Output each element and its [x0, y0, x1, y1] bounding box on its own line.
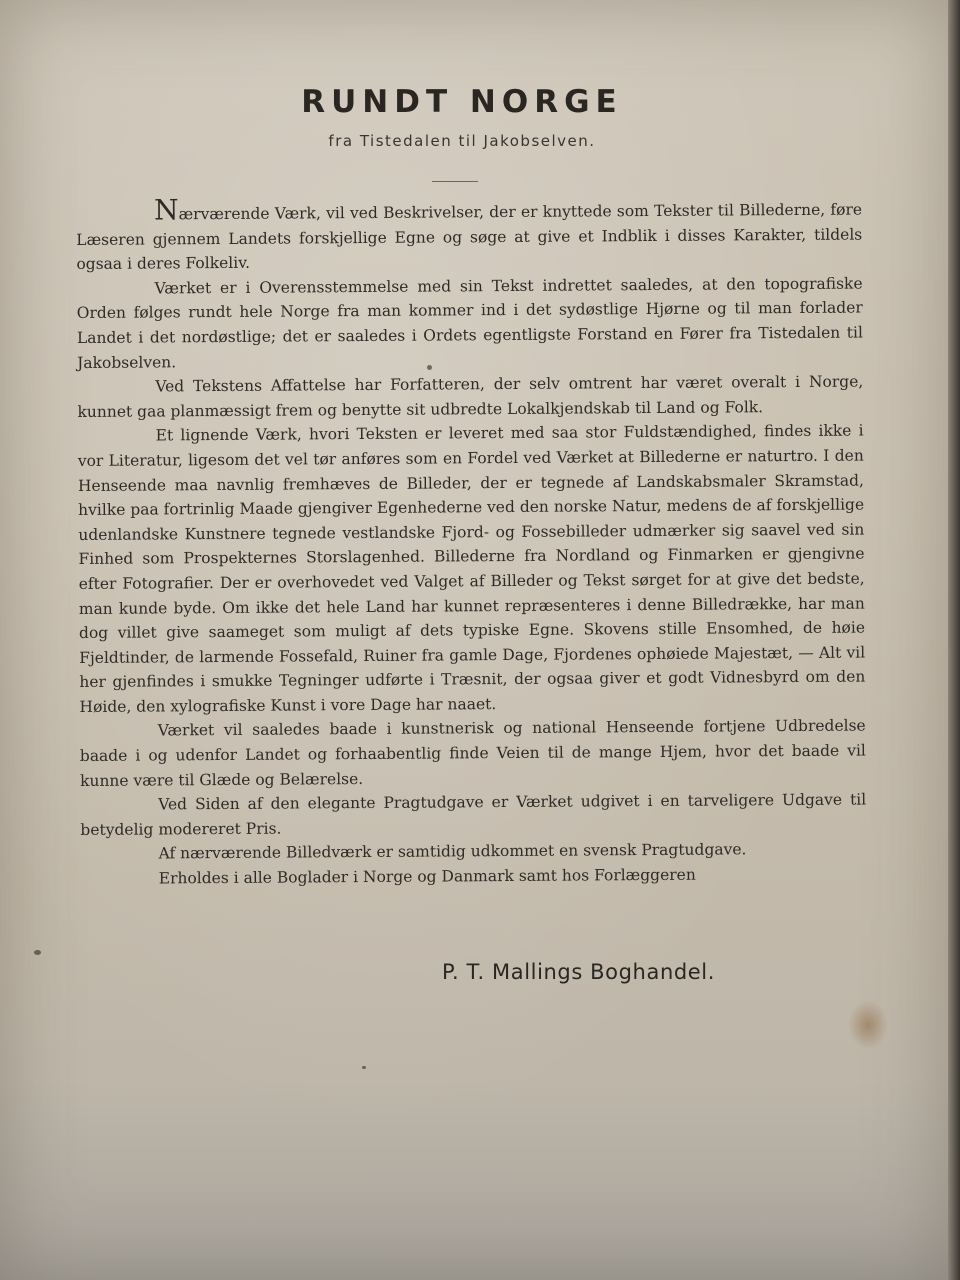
paragraph-2: Værket er i Overensstemmelse med sin Tekst indrettet saaledes, at den topografiske Orden følges rundt hele Norge fra man kommer ind i det sydøstlige Hjørne og til man forlader Landet i det nordøstlige; det er saaledes i Ordets egentligste Forstand en Fører fra Tistedalen til Jakobselven.	[76, 274, 863, 372]
page-edge	[948, 0, 960, 1280]
photo-shadow	[0, 1080, 948, 1280]
paragraph-5: Værket vil saaledes baade i kunstnerisk og national Henseende fortjene Udbredelse baade i og udenfor Landet og forhaabentlig finde Veien til de mange Hjem, hvor det baade vil kunne være til Glæde og Belærelse.	[79, 716, 866, 790]
paragraph-3: Ved Tekstens Affattelse har Forfatteren, der selv omtrent har været overalt i Norge, kunnet gaa planmæssigt frem og benytte sit udbredte Lokalkjendskab til Land og Folk.	[77, 372, 864, 421]
body-text	[76, 193, 867, 892]
ink-spot	[34, 950, 41, 955]
paragraph-6: Ved Siden af den elegante Pragtudgave er Værket udgivet i en tarveligere Udgave til betydelig modereret Pris.	[80, 790, 867, 839]
paragraph-8: Erholdes i alle Boglader i Norge og Danmark samt hos Forlæggeren	[158, 865, 696, 888]
publisher-signature: P. T. Mallings Boghandel.	[442, 960, 716, 984]
ink-spot	[362, 1066, 366, 1069]
paper-stain	[848, 1000, 888, 1050]
paragraph-4: Et lignende Værk, hvori Teksten er leveret med saa stor Fuldstændighed, findes ikke i vor Literatur, ligesom det vel tør anføres som en Fordel ved Værket at Billederne er naturtro. I den Henseende maa navnlig fremhæves de Billeder, der er tegnede af Landskabsmaler Skramstad, hvilke paa fortrinlig Maade gjengiver Egenhederne ved den norske Natur, medens de af forskjellige udenlandske Kunstnere tegnede vestlandske Fjord- og Fossebilleder udmærker sig saavel ved sin Finhed som Prospekternes Storslagenhed. Billederne fra Nordland og Finmarken er gjengivne efter Fotografier. Der er overhovedet ved Valget af Billeder og Tekst sørget for at give det bedste, man kunde byde. Om ikke det hele Land har kunnet repræsenteres i denne Billedrække, har man dog villet give saameget som muligt af dets typiske Egne. Skovens stille Ensomhed, de høie Fjeldtinder, de larmende Fossefald, Ruiner fra gamle Dage, Fjordenes ophøiede Majestæt, — Alt vil her gjenfindes i smukke Tegninger udførte i Træsnit, der ogsaa giver et godt Vidnesbyrd om den Høide, den xylografiske Kunst i vore Dage har naaet.	[77, 421, 866, 716]
drop-cap: N	[153, 193, 179, 227]
page-title: RUNDT NORGE	[301, 84, 623, 120]
paragraph-1	[76, 193, 863, 277]
paragraph-1-text: ærværende Værk, vil ved Beskrivelser, der er knyttede som Tekster til Billederne, føre Læseren gjennem Landets forskjellige Egne og søge at give et Indblik i disses Karakter, tildels ogsaa i deres Folkeliv.	[76, 200, 863, 274]
page-subtitle: fra Tistedalen til Jakobselven.	[328, 132, 596, 150]
title-divider	[432, 181, 478, 182]
ink-spot	[427, 365, 432, 370]
paragraph-7: Af nærværende Billedværk er samtidig udkommet en svensk Pragtudgave.	[158, 840, 747, 863]
